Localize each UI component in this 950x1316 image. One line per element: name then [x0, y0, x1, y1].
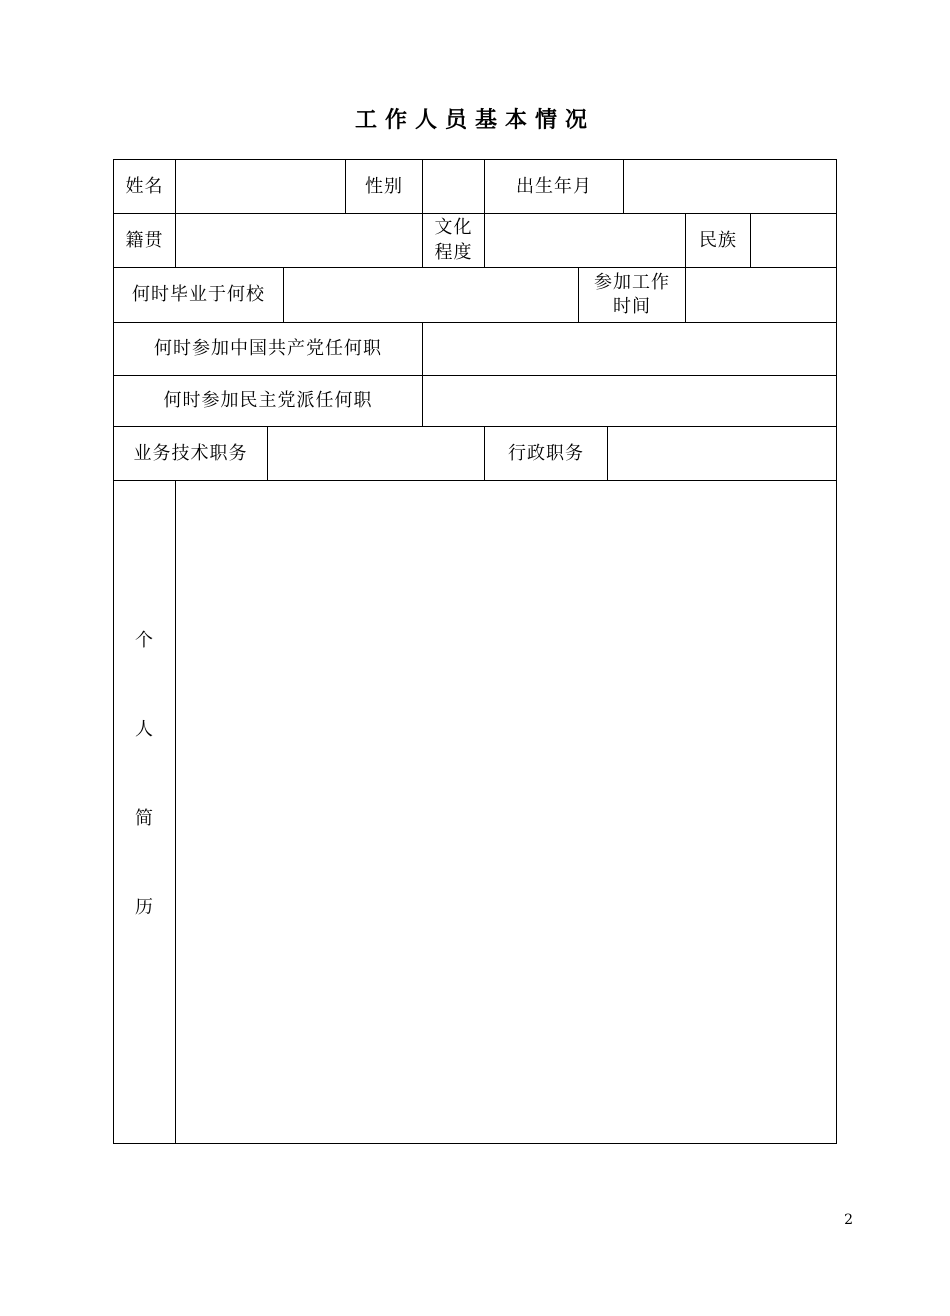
democratic-party-label: 何时参加民主党派任何职 [113, 375, 423, 427]
technical-title-field[interactable] [267, 426, 485, 481]
gender-label: 性别 [345, 159, 423, 214]
birth-field[interactable] [623, 159, 837, 214]
native-place-label: 籍贯 [113, 213, 176, 268]
resume-label-char-1: 个 [135, 630, 154, 651]
gender-field[interactable] [422, 159, 485, 214]
page-title: 工作人员基本情况 [354, 108, 595, 133]
education-field[interactable] [484, 213, 686, 268]
resume-label [113, 480, 176, 1144]
ethnicity-label: 民族 [685, 213, 751, 268]
work-start-label-line2: 时间 [613, 296, 651, 317]
admin-position-field[interactable] [607, 426, 837, 481]
resume-label-char-2: 人 [135, 719, 154, 740]
education-label [422, 213, 485, 268]
technical-title-label: 业务技术职务 [113, 426, 268, 481]
name-field[interactable] [175, 159, 346, 214]
work-start-label-line1: 参加工作 [594, 271, 670, 293]
ethnicity-field[interactable] [750, 213, 837, 268]
cpc-field[interactable] [422, 322, 837, 376]
graduation-field[interactable] [283, 267, 579, 323]
name-label: 姓名 [113, 159, 176, 214]
graduation-label: 何时毕业于何校 [113, 267, 284, 323]
resume-field[interactable] [175, 480, 837, 1144]
birth-label: 出生年月 [484, 159, 624, 214]
resume-label-char-4: 历 [135, 897, 154, 918]
cpc-label: 何时参加中国共产党任何职 [113, 322, 423, 376]
admin-position-label: 行政职务 [484, 426, 608, 481]
native-place-field[interactable] [175, 213, 423, 268]
work-start-label [578, 267, 686, 323]
education-label-line1: 文化 [434, 217, 473, 239]
resume-label-char-3: 简 [135, 808, 154, 829]
page-number: 2 [844, 1212, 853, 1228]
work-start-field[interactable] [685, 267, 837, 323]
education-label-line2: 程度 [434, 241, 473, 263]
democratic-party-field[interactable] [422, 375, 837, 427]
